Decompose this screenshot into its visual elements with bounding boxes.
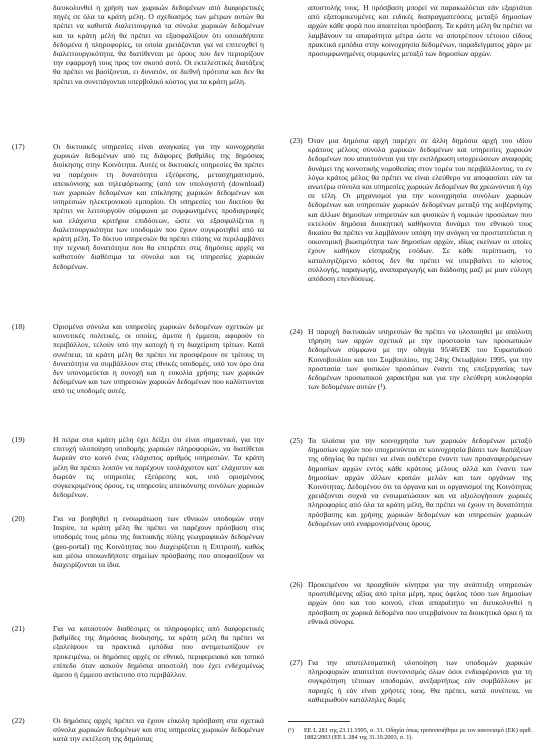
paragraph-26: Προκειμένου να προαχθούν κίνητρα για την ανάπτυξη υπηρεσιών προστιθέμενης αξίας από τρίτα μέρη, προς όφελος τόσο των δημοσίων αρχών όσο και του κοινού, είναι απαραίτητο να διευκολυνθεί η πρόσβαση σε χωρικά δεδομένα που υπερβαίνουν τα διοικητικά όρια ή τα εθνικά σύνορα.: [308, 580, 532, 626]
paragraph-24: Η παροχή δικτυακών υπηρεσιών θα πρέπει να υλοποιηθεί με απόλυτη τήρηση των αρχών σχετικά με την προστασία των προσωπικών δεδομένων σύμφωνα με την οδηγία 95/46/ΕΚ του Ευρωπαϊκού Κοινοβουλίου και του Συμβουλίου, της 24ης Οκτωβρίου 1995, για την προστασία των φυσικών προσώπων έναντι της επεξεργασίας των δεδομένων προσωπικού χαρακτήρα και για την ελεύθερη κυκλοφορία των δεδομένων αυτών (¹).: [308, 327, 532, 392]
paragraph-number-19: (19): [12, 435, 25, 444]
intro-paragraph-left: διευκολυνθεί η χρήση των χωρικών δεδομένων από διαφορετικές πηγές σε όλα τα κράτη μέλη. Ο σχεδιασμός των μέτρων αυτών θα πρέπει να καθιστά διαλειτουργικά τα σύνολα χωρικών δεδομένων και τα κράτη μέλη θα πρέπει να εξασφαλίζουν ότι οποιαδήποτε δεδομένα ή πληροφορίες, τα οποία χρειάζονται για να επιτευχθεί η διαλειτουργικότητα, θα διατίθενται με όρους που δεν περιορίζουν την εφαρμογή τους προς τον σκοπό αυτό. Οι εκτελεστικές διατάξεις θα πρέπει να βασίζονται, ει δυνατόν, σε διεθνή πρότυπα και δεν θα πρέπει να συνεπάγονται υπερβολικό κόστος για τα κράτη μέλη.: [53, 3, 264, 86]
paragraph-number-23: (23): [290, 136, 303, 145]
footnote-text: ΕΕ L 281 της 23.11.1995, σ. 31. Οδηγία όπως τροποποιήθηκε με τον κανονισμό (ΕΚ) αριθ. 1882/2003 (ΕΕ L 284 της 31.10.2003, σ. 1).: [304, 727, 532, 742]
paragraph-19: Η πείρα στα κράτη μέλη έχει δείξει ότι είναι σημαντικό, για την επιτυχή υλοποίηση υποδομής χωρικών πληροφοριών, να διατίθεται δωρεάν στο κοινό ένας ελάχιστος αριθμός υπηρεσιών. Τα κράτη μέλη θα πρέπει λοιπόν να παρέχουν τουλάχιστον κατ' ελάχιστον και δωρεάν τις υπηρεσίες εξεύρεσης και, υπό ορισμένους συγκεκριμένους όρους, τις υπηρεσίες απεικόνισης συνόλων χωρικών δεδομένων.: [53, 435, 264, 500]
left-column: [0, 0, 264, 754]
paragraph-number-22: (22): [12, 716, 25, 725]
intro-paragraph-right: αποστολής τους. Η πρόσβαση μπορεί να παρακωλύεται εάν εξαρτάται από εξατομικευμένες και ειδικές διαπραγματεύσεις μεταξύ δημοσίων αρχών κάθε φορά που απαιτείται πρόσβαση. Τα κράτη μέλη θα πρέπει να λαμβάνουν τα απαραίτητα μέτρα ώστε να αποτρέπουν τέτοιου είδους πρακτικά εμπόδια στην κοινοχρησία δεδομένων, παραδείγματος χάριν με προσυμφωνημένες συμφωνίες μεταξύ των δημοσίων αρχών.: [308, 3, 532, 59]
paragraph-number-17: (17): [12, 142, 25, 151]
paragraph-number-25: (25): [290, 436, 303, 445]
paragraph-21: Για να καταστούν διαθέσιμες οι πληροφορίες από διαφορετικές βαθμίδες της δημόσιας διοίκησης, τα κράτη μέλη θα πρέπει να εξαλείψουν τα πρακτικά εμπόδια που αντιμετωπίζουν εν προκειμένω, οι δημόσιες αρχές σε εθνικό, περιφερειακό και τοπικό επίπεδο όταν ασκούν δημόσια αποστολή που έχει ενδεχομένως άμεσο ή έμμεσο αντίκτυπο στο περιβάλλον.: [53, 624, 264, 680]
paragraph-22: Οι δημόσιες αρχές πρέπει να έχουν εύκολη πρόσβαση στα σχετικά σύνολα χωρικών δεδομένων και στις υπηρεσίες χωρικών δεδομένων κατά την εκτέλεση της δημόσιας: [53, 716, 264, 744]
paragraph-25: Τα πλαίσια για την κοινοχρησία των χωρικών δεδομένων μεταξύ δημοσίων αρχών που υποχρεούνται σε κοινοχρησία βάσει των διατάξεων της οδηγίας θα πρέπει να είναι ουδέτερα έναντι των προαναφερόμενων δημοσίων αρχών εντός κάθε κράτους μέλους αλλά και έναντι των δημοσίων αρχών άλλων κρατών μελών και των οργάνων της Κοινότητας. Δεδομένου ότι τα όργανα και οι οργανισμοί της Κοινότητας χρειάζονται συχνά να ενσωματώσουν και να αξιολογήσουν χωρικές πληροφορίες από όλα τα κράτη μέλη, θα πρέπει να έχουν τη δυνατότητα πρόσβασης και χρήσης χωρικών δεδομένων και υπηρεσιών χωρικών δεδομένων υπό εναρμονισμένους όρους.: [308, 436, 532, 528]
right-column: [282, 0, 538, 754]
paragraph-number-26: (26): [290, 580, 303, 589]
paragraph-number-24: (24): [290, 327, 303, 336]
footnote-separator: [288, 721, 350, 722]
paragraph-17: Οι δικτυακές υπηρεσίες είναι αναγκαίες για την κοινοχρησία χωρικών δεδομένων από τις διάφορες βαθμίδες της δημόσιας διοίκησης στην Κοινότητα. Αυτές οι δικτυακές υπηρεσίες θα πρέπει να παρέχουν τη δυνατότητα εξεύρεσης, μετασχηματισμού, απεικόνισης και τηλεφόρτωσης (από τον υπολογιστή (download) των χωρικών δεδομένων και επίκλησης χωρικών δεδομένων και υπηρεσιών ηλεκτρονικού εμπορίου. Οι υπηρεσίες του δικτύου θα πρέπει να λειτουργούν σύμφωνα με συμφωνημένες προδιαγραφές και ελάχιστα κριτήρια επιδόσεων, ώστε να εξασφαλίζεται η διαλειτουργικότητα των υποδομών που έχουν συγκροτηθεί από τα κράτη μέλη. Το δίκτυο υπηρεσιών θα πρέπει επίσης να περιλαμβάνει την τεχνική δυνατότητα που θα επιτρέπει στις δημόσιες αρχές να καθιστούν διαθέσιμα τα σύνολα και τις υπηρεσίες χωρικών δεδομένων.: [53, 142, 264, 271]
paragraph-23: Όταν μια δημόσια αρχή παρέχει σε άλλη δημόσια αρχή του ιδίου κράτους μέλους σύνολα χωρικών δεδομένων και υπηρεσίες χωρικών δεδομένων που απαιτούνται για την εκπλήρωση υποχρεώσεων αναφοράς δυνάμει της κοινοτικής νομοθεσίας στον τομέα του περιβάλλοντος, το εν λόγω κράτος μέλος θα πρέπει να είναι ελεύθερο να αποφασίσει εάν τα ανωτέρω σύνολα και υπηρεσίες χωρικών δεδομένων θα χρεώνονται ή όχι σε τέλη. Οι μηχανισμοί για την κοινοχρησία συνόλων χωρικών δεδομένων και υπηρεσιών χωρικών δεδομένων μεταξύ της κυβέρνησης και άλλων δημοσίων υπηρεσιών και φυσικών ή νομικών προσώπων που εκτελούν δημόσια διοικητική καθήκοντα δυνάμει του εθνικού τους δικαίου θα πρέπει να λαμβάνουν υπόψη την ανάγκη να προστατεύεται η οικονομική βιωσιμότητα των δημοσίων αρχών, ιδίως εκείνων οι οποίες έχουν καθήκον είσπραξης εσόδων. Σε κάθε περίπτωση, το καταλογιζόμενο κόστος δεν θα πρέπει να υπερβαίνει το κόστος συλλογής, παραγωγής, αναπαραγωγής και διάδοσης μαζί με μιαν εύλογη απόδοση επενδύσεως.: [308, 136, 532, 284]
paragraph-number-20: (20): [12, 514, 25, 523]
paragraph-number-21: (21): [12, 624, 25, 633]
paragraph-27: Για την αποτελεσματική υλοποίηση των υποδομών χωρικών πληροφοριών απαιτείται συντονισμός όλων όσοι ενδιαφέρονται για τη συγκρότηση τέτοιων υποδομών, ανεξαρτήτως εάν συμβάλλουν με παροχές ή εάν είναι χρήστες τους. Θα πρέπει, κατά συνέπεια, να καθιερωθούν κατάλληλες δομές: [308, 658, 532, 704]
paragraph-18: Ορισμένα σύνολα και υπηρεσίες χωρικών δεδομένων σχετικών με κοινοτικές πολιτικές, οι οποίες, άμεσα ή έμμεσα, αφορούν το περιβάλλον, τελούν υπό την κατοχή ή τη διαχείριση τρίτων. Κατά συνέπεια, τα κράτη μέλη θα πρέπει να προσφέρουν σε τρίτους τη δυνατότητα να συμβάλλουν στις εθνικές υποδομές, υπό τον όρο ότα δεν υπονομεύεται η συνοχή και η ευκολία χρήσης των χωρικών δεδομένων και των υπηρεσιών χωρικών δεδομένων που καλύπτονται από τις υποδομές αυτές.: [53, 322, 264, 396]
paragraph-number-18: (18): [12, 322, 25, 331]
paragraph-number-27: (27): [290, 658, 303, 667]
footnote-mark: (¹): [288, 727, 294, 734]
paragraph-20: Για να βοηθηθεί η ενσωμάτωση των εθνικών υποδομών στην Inspire, τα κράτη μέλη θα πρέπει να παρέχουν πρόσβαση στις υποδομές τους μέσω της δικτυακής πύλης γεωγραφικών δεδομένων (geo-portal) της Κοινότητας που διαχειρίζεται η Επιτροπή, καθώς και μέσω οποιωνδήποτε σημείων πρόσβασης που αποφασίζουν να διαχειρίζονται τα ίδια.: [53, 514, 264, 570]
